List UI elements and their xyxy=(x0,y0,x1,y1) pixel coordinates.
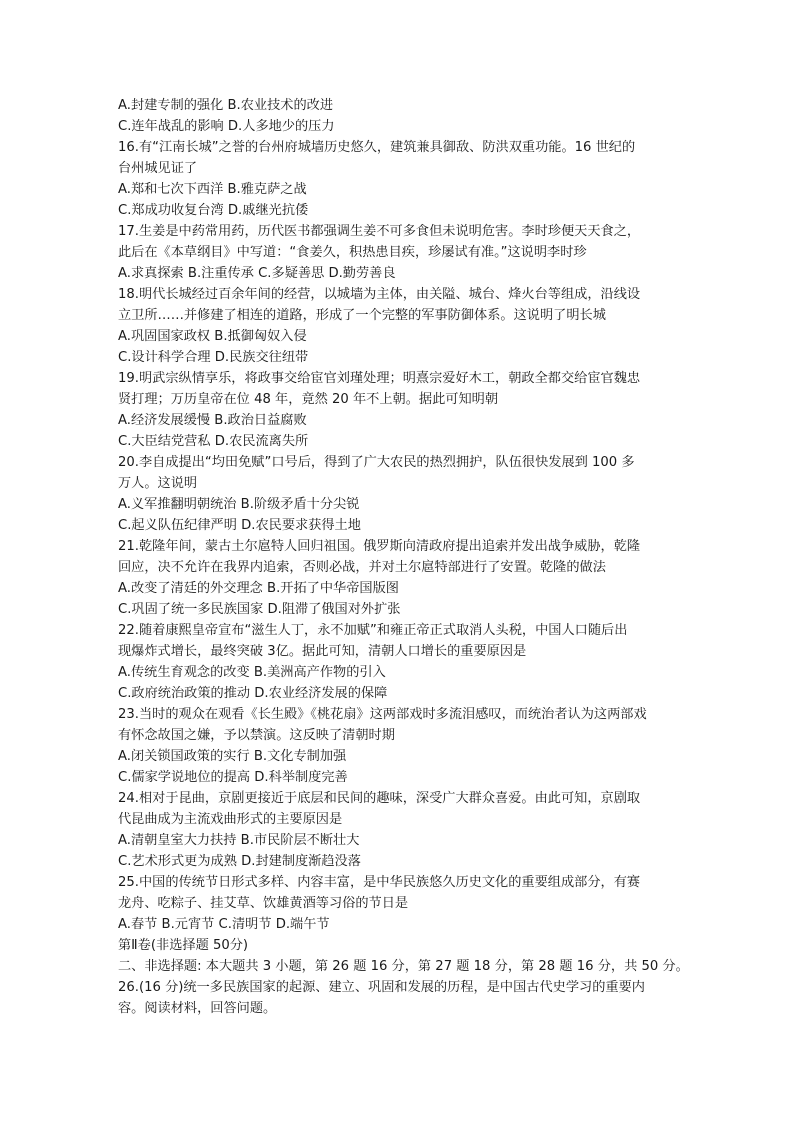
question-26-stem: 26.(16 分)统一多民族国家的起源、建立、巩固和发展的历程，是中国古代史学习的重要内 xyxy=(118,980,645,995)
text-line: C.儒家学说地位的提高 D.科举制度完善 xyxy=(118,770,348,785)
question-19-stem: 19.明武宗纵情享乐，将政事交给宦官刘瑾处理；明熹宗爱好木工，朝政全都交给宦官魏忠 xyxy=(118,371,641,386)
text-line: 有怀念故国之嫌，予以禁演。这反映了清朝时期 xyxy=(118,728,395,743)
text-line: 贤打理；万历皇帝在位 48 年，竟然 20 年不上朝。据此可知明朝 xyxy=(118,392,499,407)
text-line: A.巩固国家政权 B.抵御匈奴入侵 xyxy=(118,329,307,344)
text-line: C.巩固了统一多民族国家 D.阻滞了俄国对外扩张 xyxy=(118,602,401,617)
text-line: A.清朝皇室大力扶持 B.市民阶层不断壮大 xyxy=(118,833,360,848)
section-instructions: 二、非选择题: 本大题共 3 小题，第 26 题 16 分，第 27 题 18 分，第 28 题 16 分，共 50 分。 xyxy=(118,959,689,974)
text-line: C.郑成功收复台湾 D.戚继光抗倭 xyxy=(118,203,309,218)
text-line: A.求真探索 B.注重传承 C.多疑善思 D.勤劳善良 xyxy=(118,266,396,281)
text-line: A.传统生育观念的改变 B.美洲高产作物的引入 xyxy=(118,665,386,680)
text-line: A.封建专制的强化 B.农业技术的改进 xyxy=(118,98,334,113)
text-line: A.经济发展缓慢 B.政治日益腐败 xyxy=(118,413,307,428)
text-line: 万人。这说明 xyxy=(118,476,198,491)
text-line: C.设计科学合理 D.民族交往纽带 xyxy=(118,350,309,365)
text-line: A.郑和七次下西洋 B.雅克萨之战 xyxy=(118,182,307,197)
text-line: 龙舟、吃粽子、挂艾草、饮雄黄酒等习俗的节日是 xyxy=(118,896,409,911)
question-18-stem: 18.明代长城经过百余年间的经营，以城墙为主体，由关隘、城台、烽火台等组成，沿线设 xyxy=(118,287,641,302)
text-line: C.起义队伍纪律严明 D.农民要求获得土地 xyxy=(118,518,361,533)
text-line: 容。阅读材料，回答问题。 xyxy=(118,1001,277,1016)
question-25-stem: 25.中国的传统节日形式多样、内容丰富，是中华民族悠久历史文化的重要组成部分，有赛 xyxy=(118,875,641,890)
question-17-stem: 17.生姜是中药常用药，历代医书都强调生姜不可多食但未说明危害。李时珍便天天食之， xyxy=(118,224,641,239)
text-line: 台州城见证了 xyxy=(118,161,198,176)
question-16-stem: 16.有“江南长城”之誉的台州府城墙历史悠久，建筑兼具御敌、防洪双重功能。16 世纪的 xyxy=(118,140,636,155)
text-line: A.春节 B.元宵节 C.清明节 D.端午节 xyxy=(118,917,330,932)
text-line: 现爆炸式增长，最终突破 3亿。据此可知，清朝人口增长的重要原因是 xyxy=(118,644,527,659)
text-line: 代昆曲成为主流戏曲形式的主要原因是 xyxy=(118,812,343,827)
question-23-stem: 23.当时的观众在观看《长生殿》《桃花扇》这两部戏时多流泪感叹，而统治者认为这两部戏 xyxy=(118,707,647,722)
section-heading: 第Ⅱ卷(非选择题 50分) xyxy=(118,938,249,953)
text-line: 此后在《本草纲目》中写道：“食姜久，积热患目疾，珍屡试有准。”这说明李时珍 xyxy=(118,245,587,260)
question-22-stem: 22.随着康熙皇帝宣布“滋生人丁，永不加赋”和雍正帝正式取消人头税，中国人口随后出 xyxy=(118,623,628,638)
text-line: 立卫所……并修建了相连的道路，形成了一个完整的军事防御体系。这说明了明长城 xyxy=(118,308,606,323)
text-line: 回应，决不允许在我界内追索，否则必战，并对土尔扈特部进行了安置。乾隆的做法 xyxy=(118,560,606,575)
question-21-stem: 21.乾隆年间，蒙古土尔扈特人回归祖国。俄罗斯向清政府提出追索并发出战争威胁，乾隆 xyxy=(118,539,641,554)
text-line: A.闭关锁国政策的实行 B.文化专制加强 xyxy=(118,749,347,764)
exam-page xyxy=(118,95,689,1019)
question-24-stem: 24.相对于昆曲，京剧更接近于底层和民间的趣味，深受广大群众喜爱。由此可知，京剧取 xyxy=(118,791,641,806)
text-line: A.义军推翻明朝统治 B.阶级矛盾十分尖锐 xyxy=(118,497,360,512)
text-line: A.改变了清廷的外交理念 B.开拓了中华帝国版图 xyxy=(118,581,399,596)
text-line: C.大臣结党营私 D.农民流离失所 xyxy=(118,434,309,449)
text-line: C.艺术形式更为成熟 D.封建制度渐趋没落 xyxy=(118,854,361,869)
text-line: C.政府统治政策的推动 D.农业经济发展的保障 xyxy=(118,686,388,701)
text-line: C.连年战乱的影响 D.人多地少的压力 xyxy=(118,119,335,134)
question-20-stem: 20.李自成提出“均田免赋”口号后，得到了广大农民的热烈拥护，队伍很快发展到 100 多 xyxy=(118,455,635,470)
